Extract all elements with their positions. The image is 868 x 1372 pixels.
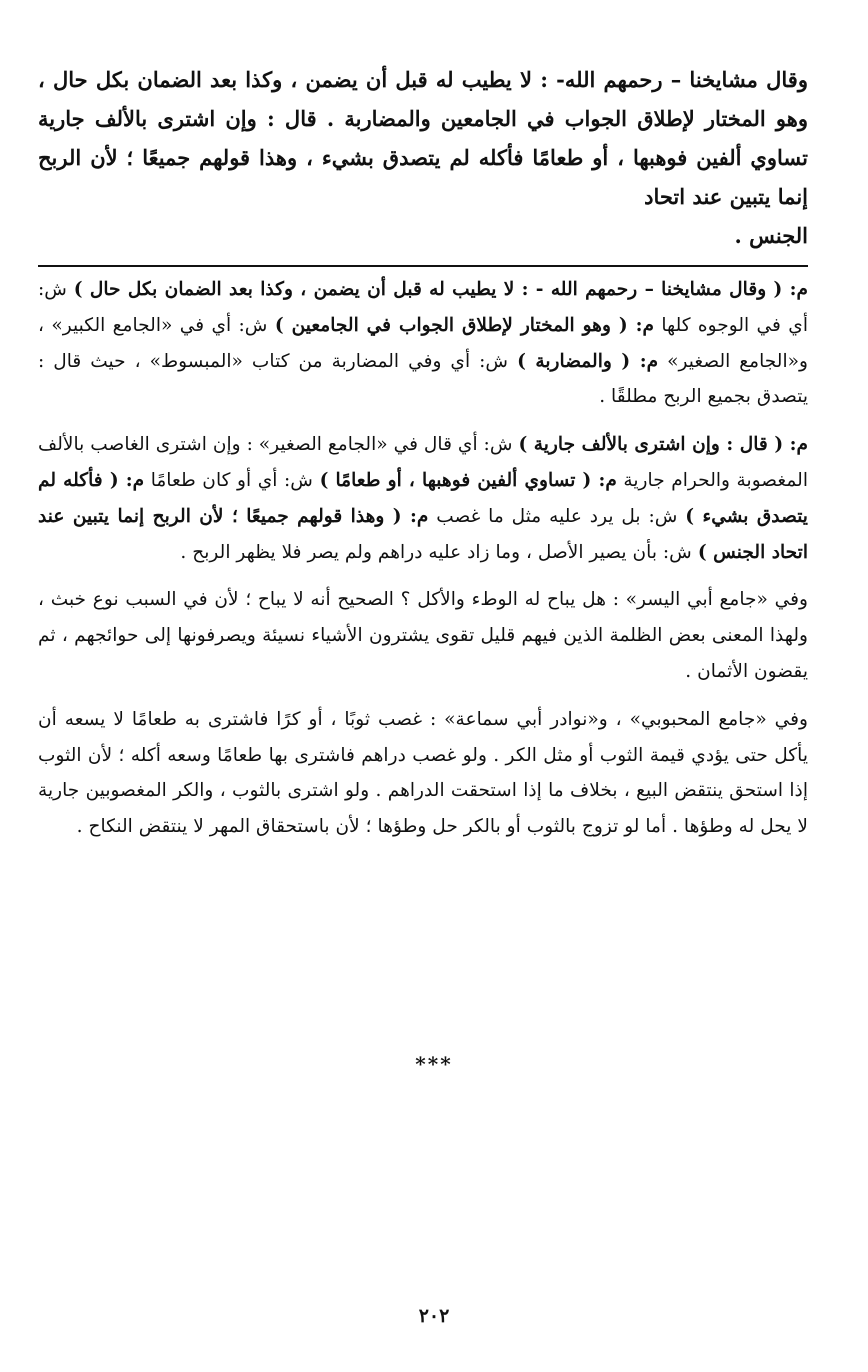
- commentary-paragraph-4: وفي «جامع المحبوبي» ، و«نوادر أبي سماعة» : غصب ثوبًا ، أو كرًا فاشترى به طعامًا لا يسعه أن يأكل حتى يؤدي قيمة الثوب أو مثل الكر . ولو غصب دراهم فاشترى بها طعامًا وسعه أكله ؛ لأن الثوب إذا استحق ينتقض البيع ، بخلاف ما إذا استحقت الدراهم . ولو اشترى بالثوب ، والكر المغصوبين جارية لا يحل له وطؤها . أما لو تزوج بالثوب أو بالكر حل وطؤها ؛ لأن باستحقاق المهر لا ينتقض النكاح .: [38, 708, 808, 838]
- commentary-paragraph-2: [38, 427, 808, 570]
- matn-quote: م: ( قال : وإن اشترى بالألف جارية ): [518, 434, 809, 456]
- commentary-paragraph-3: وفي «جامع أبي اليسر» : هل يباح له الوطء والأكل ؟ الصحيح أنه لا يباح ؛ لأن في السبب نوع خبث ، ولهذا المعنى بعض الظلمة الذين فيهم قليل تقوى يشترون الأشياء نسيئة ويصرفونها إلى حوائجهم ، ثم يقضون الأثمان .: [38, 589, 808, 682]
- matn-paragraph: [38, 60, 808, 255]
- matn-quote: م: ( والمضاربة ): [517, 350, 659, 372]
- footnote-divider: [38, 265, 808, 267]
- matn-quote: م: ( فأكله لم يتصدق بشيء ): [38, 469, 808, 527]
- matn-quote: م: ( وقال مشايخنا – رحمهم الله - : لا يطيب له قبل أن يضمن ، وكذا بعد الضمان بكل حال ): [73, 279, 809, 300]
- matn-quote: م: ( وهو المختار لإطلاق الجواب في الجامعين ): [274, 314, 654, 336]
- sharh-text: ش: أي قال في «الجامع الصغير» : وإن اشترى الغاصب بالألف المغصوبة والحرام جارية: [38, 434, 808, 491]
- matn-text: وقال مشايخنا – رحمهم الله- : لا يطيب له قبل أن يضمن ، وكذا بعد الضمان بكل حال ، وهو المختار لإطلاق الجواب في الجامعين والمضاربة . قال : وإن اشترى بالألف جارية تساوي ألفين فوهبها ، أو طعامًا فأكله لم يتصدق بشيء ، وهذا قولهم جميعًا ؛ لأن الربح إنما يتبين عند اتحاد: [38, 67, 808, 209]
- section-end-mark: ***: [415, 1052, 453, 1076]
- sharh-text: ش: بل يرد عليه مثل ما غصب: [436, 505, 678, 527]
- matn-quote: م: ( تساوي ألفين فوهبها ، أو طعامًا ): [319, 469, 617, 491]
- matn-quote: م: ( وهذا قولهم جميعًا ؛ لأن الربح إنما يتبين عند اتحاد الجنس ): [38, 505, 808, 563]
- sharh-text: ش: أي في «الجامع الكبير» ، و«الجامع الصغير»: [38, 314, 808, 372]
- sharh-text: ش: أي وفي المضاربة من كتاب «المبسوط» ، حيث قال : يتصدق بجميع الربح مطلقًا .: [38, 350, 808, 408]
- commentary-section: [38, 272, 808, 857]
- sharh-text: ش: بأن يصير الأصل ، وما زاد عليه دراهم ولم يصر فلا يظهر الربح .: [180, 541, 692, 563]
- matn-last-line: الجنس .: [734, 223, 808, 248]
- sharh-text: ش: أي في الوجوه كلها: [38, 279, 808, 336]
- sharh-text: ش: أي أو كان طعامًا: [150, 469, 313, 491]
- commentary-paragraph-1: [38, 272, 808, 415]
- page-number: ٢٠٢: [418, 1305, 450, 1327]
- main-text: [38, 60, 808, 255]
